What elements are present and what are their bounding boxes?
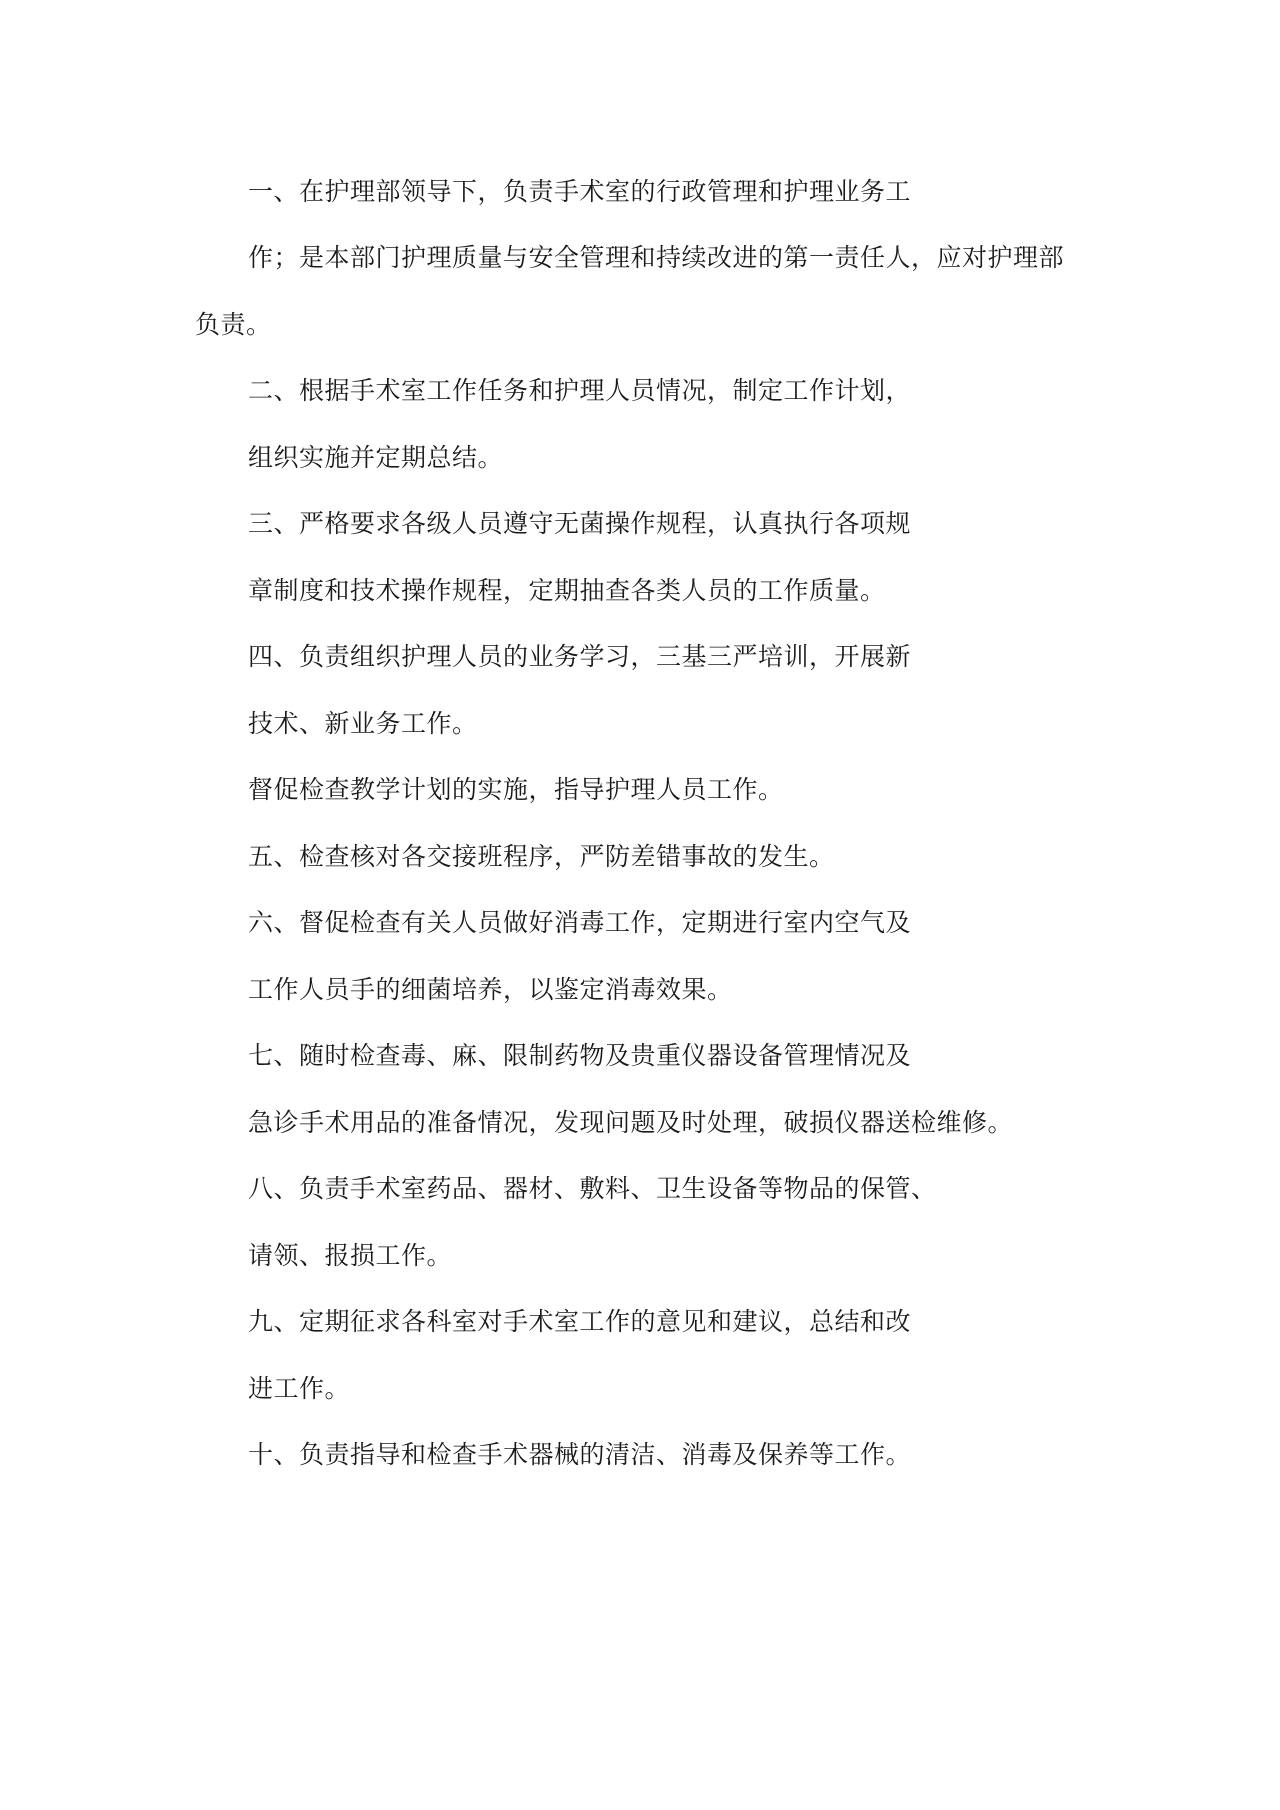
text-line: 工作人员手的细菌培养，以鉴定消毒效果。 (248, 975, 733, 1004)
text-line: 一、在护理部领导下，负责手术室的行政管理和护理业务工 (248, 177, 912, 206)
text-line: 三、严格要求各级人员遵守无菌操作规程，认真执行各项规 (248, 509, 912, 538)
text-line: 急诊手术用品的准备情况，发现问题及时处理，破损仪器送检维修。 (248, 1108, 1014, 1137)
text-line: 九、定期征求各科室对手术室工作的意见和建议，总结和改 (248, 1307, 912, 1336)
text-line: 作；是本部门护理质量与安全管理和持续改进的第一责任人，应对护理部 (248, 243, 1065, 272)
text-line: 请领、报损工作。 (248, 1241, 453, 1270)
text-line: 组织实施并定期总结。 (248, 443, 504, 472)
text-line: 进工作。 (248, 1374, 351, 1403)
text-line: 二、根据手术室工作任务和护理人员情况，制定工作计划， (248, 376, 912, 405)
text-line: 八、负责手术室药品、器材、敷料、卫生设备等物品的保管、 (248, 1174, 937, 1203)
text-line: 督促检查教学计划的实施，指导护理人员工作。 (248, 775, 784, 804)
text-line: 章制度和技术操作规程，定期抽查各类人员的工作质量。 (248, 576, 886, 605)
text-line: 五、检查核对各交接班程序，严防差错事故的发生。 (248, 842, 835, 871)
text-line: 十、负责指导和检查手术器械的清洁、消毒及保养等工作。 (248, 1440, 912, 1469)
text-line: 七、随时检查毒、麻、限制药物及贵重仪器设备管理情况及 (248, 1041, 912, 1070)
text-line: 四、负责组织护理人员的业务学习，三基三严培训，开展新 (248, 642, 912, 671)
text-line: 负责。 (195, 310, 272, 339)
text-line: 六、督促检查有关人员做好消毒工作，定期进行室内空气及 (248, 908, 912, 937)
text-line: 技术、新业务工作。 (248, 709, 478, 738)
